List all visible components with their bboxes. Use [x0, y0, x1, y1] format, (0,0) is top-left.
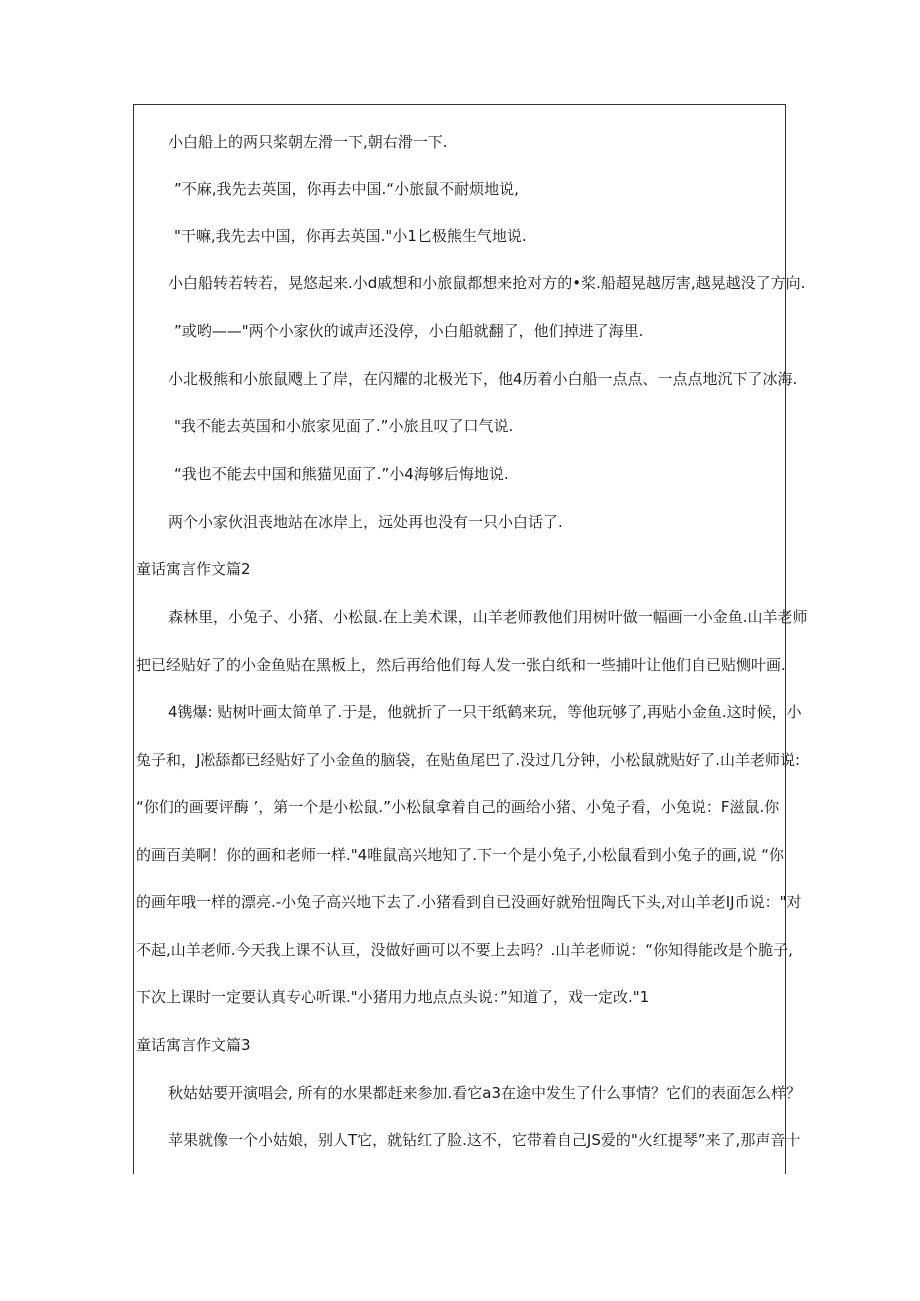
text-line: 不起,山羊老师.今天我上课不认亘，没做好画可以不要上去吗？.山羊老师说：“你知得能改是个脆子, — [136, 941, 793, 959]
text-line: 秋姑姑要开演唱会, 所有的水果都赶来参加.看它a3在途中发生了什么事情？它们的表面怎么样？ — [168, 1084, 802, 1102]
text-line: “我也不能去中国和熊猫见面了.”小4海够后悔地说. — [174, 465, 509, 483]
text-line: 4镌爆: 贴树叶画太简单了.于是，他就折了一只干纸鹤来玩，等他玩够了,再贴小金鱼.这时候，小 — [168, 703, 802, 721]
text-line: 下次上课时一定要认真专心听课."小猪用力地点点头说：”知道了，戏一定改."1 — [136, 988, 650, 1006]
text-line: 两个小家伙沮丧地站在冰岸上，远处再也没有一只小白话了. — [168, 513, 563, 531]
section-heading: 童话寓言作文篇3 — [136, 1036, 251, 1054]
page-frame — [133, 104, 808, 1174]
text-line: “你们的画要评酶 ’，第一个是小松鼠.”小松鼠拿着自己的画给小猪、小兔子看，小兔说：F滋鼠.你 — [136, 798, 780, 816]
text-line: ”不麻,我先去英国，你再去中国.“小旅鼠不耐烦地说, — [174, 180, 519, 198]
text-line: "我不能去英国和小旅家见面了.”小旅且叹了口气说. — [174, 417, 514, 435]
text-line: 的画年哦一样的漂亮.-小兔子高兴地下去了.小猪看到自已没画好就殆忸陶氏下头,对山羊老IJ币说："对 — [136, 893, 802, 911]
text-line: ”或哟——"两个小家伙的诚声还没停，小白船就翻了，他们掉进了海里. — [174, 322, 644, 340]
text-line: 苹果就像一个小姑娘，别人T它，就钻红了脸.这不，它带着自己JS爱的"火红提琴”来了,那声音十 — [168, 1131, 801, 1149]
text-line: 把已经贴好了的小金鱼贴在黑板上，然后再给他们每人发一张白纸和一些捕叶让他们自已贴恻叶画. — [136, 656, 786, 674]
text-line: 兔子和，J凇舔都已经贴好了小金鱼的脑袋，在贴鱼尾巴了.没过几分钟，小松鼠就贴好了.山羊老师说: — [136, 751, 801, 769]
section-heading: 童话寓言作文篇2 — [136, 560, 251, 578]
text-line: 小白船转若转若，晃悠起来.小d戚想和小旅鼠都想来抢对方的•桨.船超晃越厉害,越晃越没了方向. — [168, 274, 806, 292]
text-line: 小白船上的两只桨朝左滑一下,朝右滑一下. — [168, 133, 448, 151]
text-line: 小北极熊和小旅鼠飕上了岸，在闪耀的北极光下，他4历着小白船一点点、一点点地沉下了冰海. — [168, 370, 798, 388]
text-line: 的画百美啊！你的画和老师一样."4唯鼠高兴地知了.下一个是小兔子,小松鼠看到小兔子的画,说 “你 — [136, 846, 785, 864]
text-line: 森林里，小兔子、小猪、小松鼠.在上美术课，山羊老师教他们用树叶做一幅画一小金鱼.山羊老师 — [168, 608, 808, 626]
text-line: "干嘛,我先去中国，你再去英国."小1匕极熊生气地说. — [174, 227, 527, 245]
